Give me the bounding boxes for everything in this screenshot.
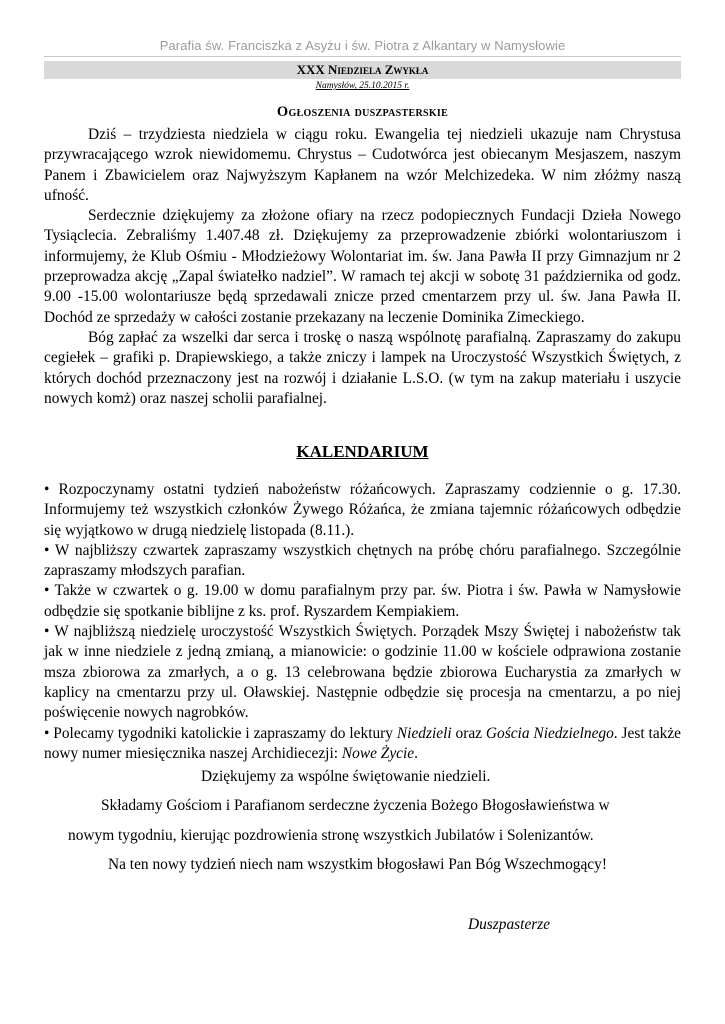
press-text: • Polecamy tygodniki katolickie i zapraszamy do lektury [44, 724, 397, 742]
header-divider [44, 56, 681, 57]
sunday-title: XXX Niedziela Zwykła [44, 61, 681, 79]
magazine-title: Gościa Niedzielnego [485, 724, 614, 742]
closing-wishes-line: Składamy Gościom i Parafianom serdeczne życzenia Bożego Błogosławieństwa w [101, 797, 610, 814]
calendar-heading: KALENDARIUM [296, 442, 429, 461]
closing-wishes-line: nowym tygodniu, kierując pozdrowienia stronę wszystkich Jubilatów i Solenizantów. [68, 827, 594, 844]
press-text: . [414, 744, 418, 762]
calendar-item-press [44, 724, 681, 765]
calendar-item: • W najbliższy czwartek zapraszamy wszystkich chętnych na próbę chóru parafialnego. Szczególnie zapraszamy młodszych parafian. [44, 541, 681, 580]
announcements-body [44, 125, 681, 409]
announcement-paragraph: Dziś – trzydziesta niedziela w ciągu roku. Ewangelia tej niedzieli ukazuje nam Chrystusa przywracającego wzrok niewidomemu. Chrystus – Cudotwórca jest obiecanym Mesjaszem, naszym Panem i Zbawicielem oraz Najwyższym Kapłanem na wzór Melchizedeka. W nim złóżmy naszą ufność. [44, 126, 681, 204]
press-text: oraz [451, 724, 486, 742]
parish-header: Parafia św. Franciszka z Asyżu i św. Piotra z Alkantary w Namysłowie [159, 38, 566, 53]
magazine-title: Niedzieli [396, 724, 452, 742]
press-text: . Jest także nowy numer miesięcznika naszej Archidiecezji: [44, 724, 682, 762]
announcement-paragraph: Bóg zapłać za wszelki dar serca i troskę o naszą wspólnotę parafialną. Zapraszamy do zakupu cegiełek – grafiki p. Drapiewskiego, a także zniczy i lampek na Uroczystość Wszystkich Świętych, z których dochód przeznaczony jest na rozwój i działanie L.S.O. (w tym na zakup materiału i uszycie nowych komż) oraz naszej scholii parafialnej. [44, 328, 681, 407]
magazine-title: Nowe Życie [341, 744, 415, 762]
signature: Duszpasterze [468, 916, 551, 933]
announcements-heading: Ogłoszenia duszpasterskie [276, 104, 449, 120]
calendar-body [44, 480, 681, 764]
calendar-item: • Rozpoczynamy ostatni tydzień nabożeństw różańcowych. Zapraszamy codziennie o g. 17.30. Informujemy też wszystkich członków Żywego Różańca, że zmiana tajemnic różańcowych odbędzie się wyjątkowo w drugą niedzielę listopada (8.11.). [44, 481, 681, 539]
calendar-item: • Także w czwartek o g. 19.00 w domu parafialnym przy par. św. Piotra i św. Pawła w Namysłowie odbędzie się spotkanie biblijne z ks. prof. Ryszardem Kempiakiem. [44, 582, 681, 620]
closing-thanks: Dziękujemy za wspólne świętowanie niedzieli. [201, 768, 491, 785]
closing-blessing: Na ten nowy tydzień niech nam wszystkim błogosławi Pan Bóg Wszechmogący! [108, 856, 607, 873]
calendar-item: • W najbliższą niedzielę uroczystość Wszystkich Świętych. Porządek Mszy Świętej i nabożeństw tak jak w inne niedziele z jedną zmianą, a mianowicie: o godzinie 11.00 w kościele odprawiona zostanie msza zbiorowa za zmarłych, a o g. 13 celebrowana będzie zbiorowa Eucharystia za zmarłych w kaplicy na cmentarzu przy ul. Oławskiej. Następnie odbędzie się procesja na cmentarzu, a po niej poświęcenie nowych nagrobków. [44, 623, 681, 722]
announcement-paragraph: Serdecznie dziękujemy za złożone ofiary na rzecz podopiecznych Fundacji Dzieła Nowego Tysiąclecia. Zebraliśmy 1.407.48 zł. Dziękujemy za przeprowadzenie zbiórki wolontariuszom i informujemy, że Klub Ośmiu - Młodzieżowy Wolontariat im. św. Jana Pawła II przy Gimnazjum nr 2 przeprowadza akcję „Zapal światełko nadziel”. W ramach tej akcji w sobotę 31 października od godz. 9.00 -15.00 wolontariusze będą sprzedawali znicze przed cmentarzem przy ul. św. Jana Pawła II. Dochód ze sprzedaży w całości zostanie przekazany na leczenie Dominika Zimeckiego. [44, 207, 681, 326]
place-date: Namysłów, 25.10.2015 r. [315, 81, 410, 91]
